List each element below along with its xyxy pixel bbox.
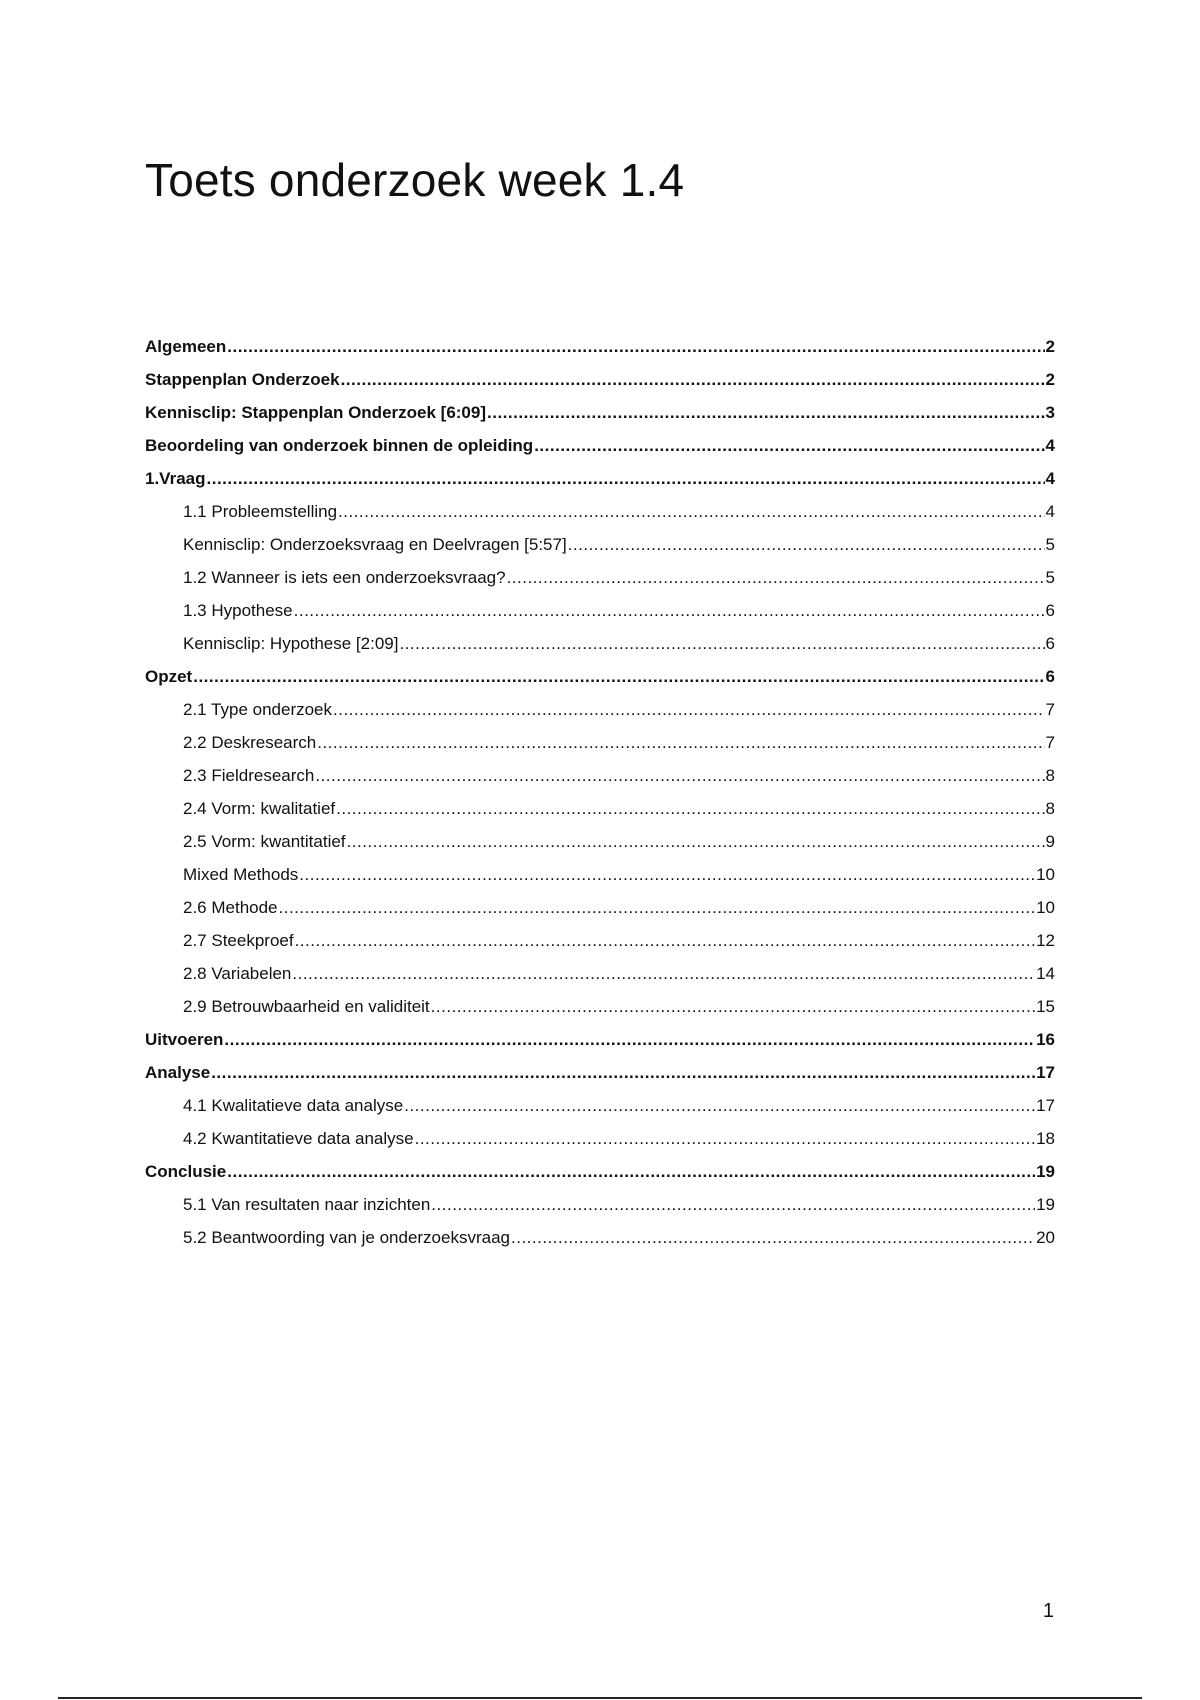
toc-dot-leader — [227, 1155, 1035, 1188]
toc-entry-label: Beoordeling van onderzoek binnen de opleiding — [145, 436, 534, 455]
toc-entry-label: 2.6 Methode — [183, 898, 278, 917]
toc-entry-label: 1.1 Probleemstelling — [183, 502, 338, 521]
toc-dot-leader — [347, 825, 1045, 858]
toc-entry-label: 2.8 Variabelen — [183, 964, 292, 983]
toc-dot-leader — [511, 1221, 1035, 1254]
toc-entry[interactable] — [145, 759, 1055, 792]
toc-entry-label: 4.2 Kwantitatieve data analyse — [183, 1129, 414, 1148]
toc-entry-label: Analyse — [145, 1063, 211, 1082]
toc-entry-page: 6 — [1045, 667, 1055, 686]
toc-entry-page: 8 — [1045, 766, 1055, 785]
toc-entry[interactable] — [145, 462, 1055, 495]
toc-entry[interactable] — [145, 429, 1055, 462]
toc-entry-page: 7 — [1045, 733, 1055, 752]
toc-dot-leader — [341, 363, 1045, 396]
toc-entry-label: Mixed Methods — [183, 865, 299, 884]
toc-dot-leader — [333, 693, 1045, 726]
toc-entry-page: 6 — [1045, 634, 1055, 653]
toc-entry[interactable] — [145, 990, 1055, 1023]
toc-entry-page: 17 — [1036, 1096, 1055, 1115]
toc-entry-label: Stappenplan Onderzoek — [145, 370, 340, 389]
toc-entry[interactable] — [145, 825, 1055, 858]
toc-entry-page: 19 — [1036, 1162, 1055, 1181]
toc-entry[interactable] — [145, 594, 1055, 627]
toc-entry[interactable] — [145, 330, 1055, 363]
toc-entry[interactable] — [145, 660, 1055, 693]
toc-entry-page: 7 — [1045, 700, 1055, 719]
toc-dot-leader — [431, 1188, 1035, 1221]
toc-entry[interactable] — [145, 693, 1055, 726]
toc-dot-leader — [338, 495, 1045, 528]
document-title: Toets onderzoek week 1.4 — [145, 154, 685, 206]
toc-entry[interactable] — [145, 627, 1055, 660]
footer-divider — [58, 1697, 1142, 1699]
toc-entry-page: 14 — [1036, 964, 1055, 983]
toc-entry[interactable] — [145, 726, 1055, 759]
toc-entry-page: 17 — [1036, 1063, 1055, 1082]
toc-dot-leader — [295, 924, 1036, 957]
toc-entry[interactable] — [145, 858, 1055, 891]
toc-entry-page: 10 — [1036, 865, 1055, 884]
toc-entry-label: 4.1 Kwalitatieve data analyse — [183, 1096, 404, 1115]
toc-dot-leader — [507, 561, 1045, 594]
toc-entry[interactable] — [145, 561, 1055, 594]
toc-dot-leader — [279, 891, 1036, 924]
toc-dot-leader — [399, 627, 1044, 660]
page-number: 1 — [1042, 1600, 1054, 1622]
toc-entry-page: 3 — [1045, 403, 1055, 422]
toc-entry-page: 9 — [1045, 832, 1055, 851]
toc-entry[interactable] — [145, 1122, 1055, 1155]
toc-entry-page: 10 — [1036, 898, 1055, 917]
toc-dot-leader — [292, 957, 1035, 990]
toc-entry-label: 1.Vraag — [145, 469, 206, 488]
toc-entry-label: Uitvoeren — [145, 1030, 224, 1049]
toc-entry-label: Kennisclip: Hypothese [2:09] — [183, 634, 399, 653]
toc-dot-leader — [294, 594, 1045, 627]
toc-entry-label: Opzet — [145, 667, 193, 686]
toc-dot-leader — [224, 1023, 1035, 1056]
toc-entry-page: 4 — [1045, 469, 1055, 488]
toc-dot-leader — [211, 1056, 1035, 1089]
toc-entry[interactable] — [145, 1188, 1055, 1221]
toc-entry[interactable] — [145, 891, 1055, 924]
toc-dot-leader — [227, 330, 1044, 363]
toc-dot-leader — [193, 660, 1044, 693]
toc-entry-label: 2.5 Vorm: kwantitatief — [183, 832, 346, 851]
toc-entry-page: 15 — [1036, 997, 1055, 1016]
toc-dot-leader — [487, 396, 1045, 429]
toc-entry-label: 1.2 Wanneer is iets een onderzoeksvraag? — [183, 568, 506, 587]
toc-entry-label: 5.1 Van resultaten naar inzichten — [183, 1195, 431, 1214]
toc-entry-label: 2.9 Betrouwbaarheid en validiteit — [183, 997, 430, 1016]
toc-entry-label: Kennisclip: Onderzoeksvraag en Deelvragen [5:57] — [183, 535, 567, 554]
toc-dot-leader — [317, 726, 1044, 759]
toc-entry-label: Kennisclip: Stappenplan Onderzoek [6:09] — [145, 403, 487, 422]
toc-dot-leader — [534, 429, 1044, 462]
toc-entry-page: 5 — [1045, 568, 1055, 587]
toc-entry-page: 20 — [1036, 1228, 1055, 1247]
toc-entry-page: 6 — [1045, 601, 1055, 620]
toc-entry-label: 2.2 Deskresearch — [183, 733, 317, 752]
toc-entry[interactable] — [145, 528, 1055, 561]
toc-dot-leader — [568, 528, 1045, 561]
toc-entry-page: 8 — [1045, 799, 1055, 818]
toc-dot-leader — [315, 759, 1044, 792]
toc-entry-label: 2.4 Vorm: kwalitatief — [183, 799, 336, 818]
toc-entry[interactable] — [145, 924, 1055, 957]
toc-entry-label: Algemeen — [145, 337, 227, 356]
toc-entry[interactable] — [145, 1221, 1055, 1254]
toc-entry-page: 2 — [1045, 337, 1055, 356]
toc-entry-page: 4 — [1045, 436, 1055, 455]
toc-entry-label: 1.3 Hypothese — [183, 601, 293, 620]
toc-entry-label: Conclusie — [145, 1162, 227, 1181]
toc-entry-page: 12 — [1036, 931, 1055, 950]
toc-entry[interactable] — [145, 792, 1055, 825]
toc-entry-label: 2.7 Steekproef — [183, 931, 294, 950]
toc-dot-leader — [431, 990, 1035, 1023]
toc-entry[interactable] — [145, 1155, 1055, 1188]
toc-entry[interactable] — [145, 396, 1055, 429]
toc-entry[interactable] — [145, 1056, 1055, 1089]
toc-entry-label: 2.3 Fieldresearch — [183, 766, 315, 785]
toc-entry-label: 5.2 Beantwoording van je onderzoeksvraag — [183, 1228, 510, 1247]
toc-entry-page: 5 — [1045, 535, 1055, 554]
toc-dot-leader — [404, 1089, 1035, 1122]
toc-entry-page: 4 — [1045, 502, 1055, 521]
toc-entry[interactable] — [145, 1089, 1055, 1122]
table-of-contents — [145, 330, 1055, 1254]
toc-entry-page: 19 — [1036, 1195, 1055, 1214]
toc-dot-leader — [299, 858, 1035, 891]
toc-entry-page: 18 — [1036, 1129, 1055, 1148]
toc-entry-page: 16 — [1036, 1030, 1055, 1049]
toc-dot-leader — [415, 1122, 1035, 1155]
toc-entry-label: 2.1 Type onderzoek — [183, 700, 333, 719]
toc-dot-leader — [207, 462, 1045, 495]
toc-entry-page: 2 — [1045, 370, 1055, 389]
toc-entry[interactable] — [145, 957, 1055, 990]
toc-dot-leader — [336, 792, 1044, 825]
toc-entry[interactable] — [145, 495, 1055, 528]
toc-entry[interactable] — [145, 1023, 1055, 1056]
toc-entry[interactable] — [145, 363, 1055, 396]
